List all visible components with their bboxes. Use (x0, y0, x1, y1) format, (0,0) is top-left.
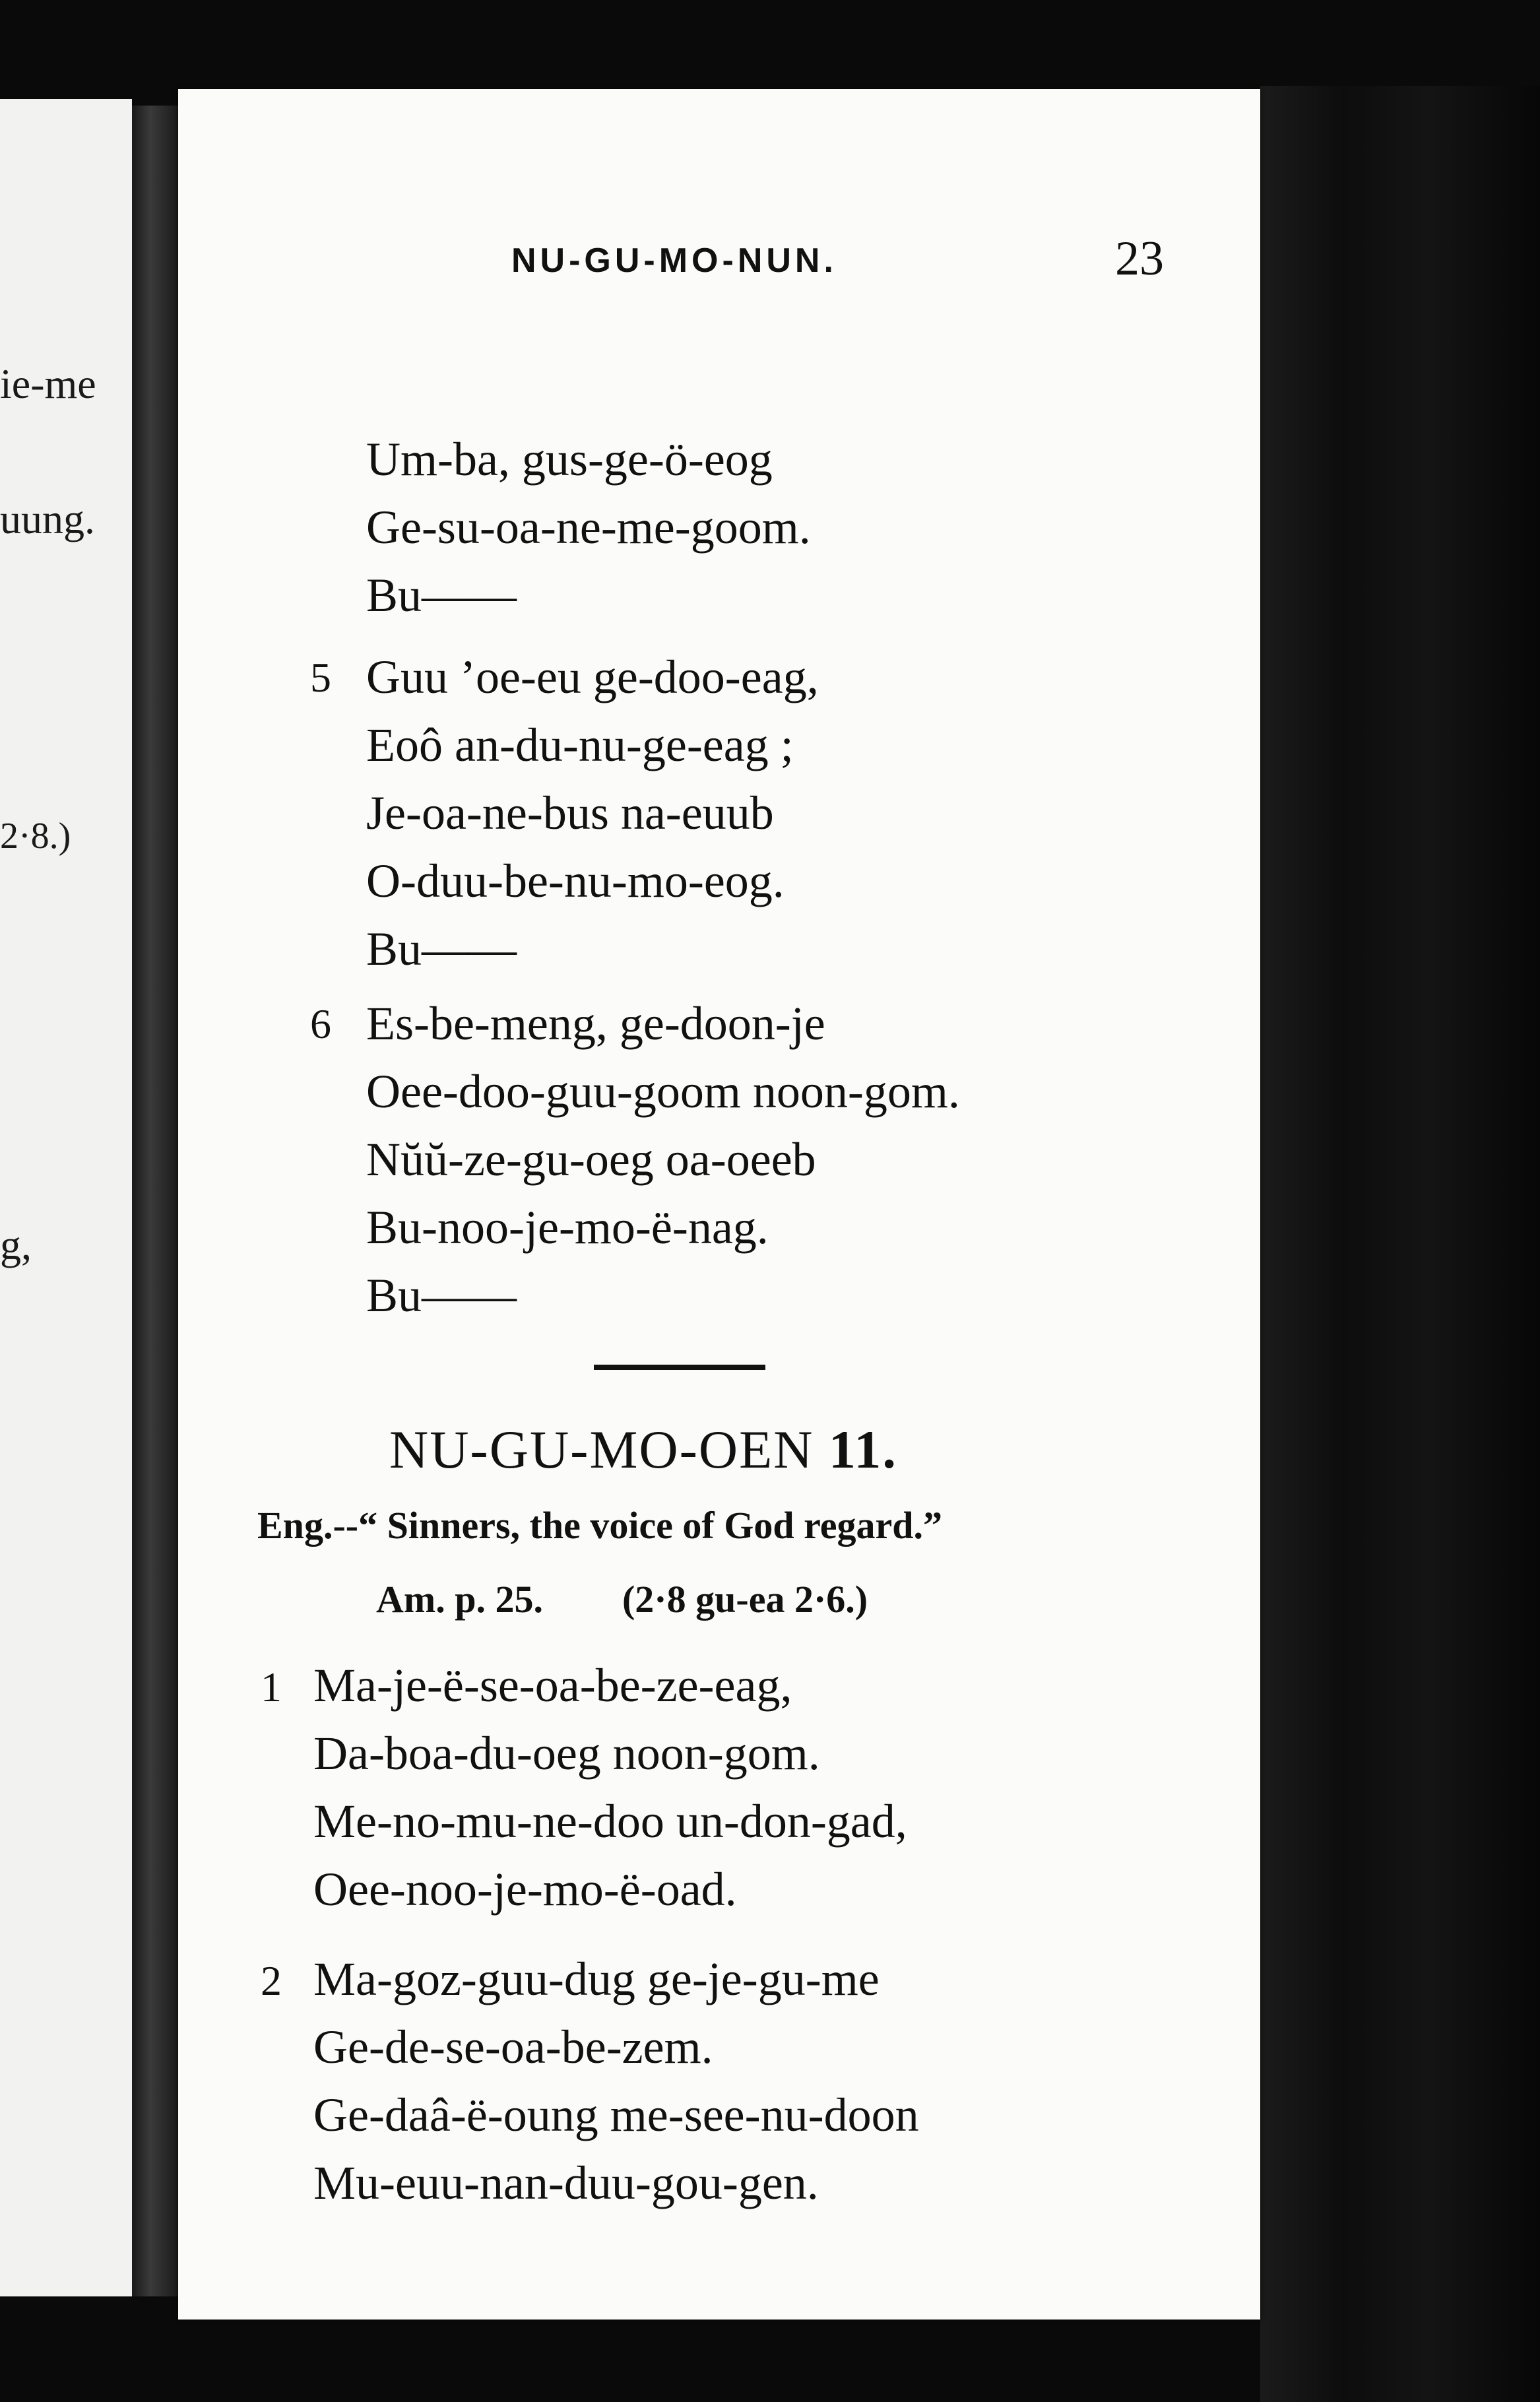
hymn-verse-1 (313, 1652, 907, 1924)
verse-line: Es-be-meng, ge-doon-je (366, 997, 825, 1050)
verse-line: Oee-doo-guu-goom noon-gom. (366, 1065, 960, 1118)
verse-line: Da-boa-du-oeg noon-gom. (313, 1727, 820, 1780)
hymn-number: 11. (828, 1419, 897, 1479)
running-head: NU-GU-MO-NUN. (511, 242, 837, 280)
verse-line: Bu—— (366, 569, 517, 622)
verse-line: Ma-goz-guu-dug ge-je-gu-me (313, 1953, 880, 2005)
verse-number: 5 (310, 654, 331, 701)
verse-line: Ma-je-ë-se-oa-be-ze-eag, (313, 1659, 792, 1712)
book-gutter (132, 106, 178, 2296)
hymn-title-text: NU-GU-MO-OEN (389, 1419, 814, 1479)
verse-6 (366, 990, 960, 1330)
verse-line: Mu-euu-nan-duu-gou-gen. (313, 2157, 819, 2209)
previous-page (0, 99, 132, 2296)
previous-page-fragment: g, (0, 1221, 32, 1268)
verse-line: Bu—— (366, 923, 517, 975)
verse-line: Oee-noo-je-mo-ë-oad. (313, 1863, 737, 1916)
verse-number: 6 (310, 1000, 331, 1047)
verse-line: Bu—— (366, 1269, 517, 1322)
previous-page-fragment: ie-me (0, 360, 96, 407)
continued-verse (366, 426, 811, 630)
verse-line: Um-ba, gus-ge-ö-eog (366, 433, 773, 486)
verse-line: O-duu-be-nu-mo-eog. (366, 855, 785, 907)
meter: (2·8 gu-ea 2·6.) (622, 1578, 868, 1621)
english-reference: Eng.--“ Sinners, the voice of God regard.” (257, 1504, 943, 1547)
hymn-verse-2 (313, 1945, 919, 2217)
hymn-title (389, 1419, 897, 1481)
verse-line: Ge-de-se-oa-be-zem. (313, 2021, 713, 2073)
verse-line: Me-no-mu-ne-doo un-don-gad, (313, 1795, 907, 1848)
verse-number: 2 (261, 1957, 282, 2004)
verse-line: Guu ’oe-eu ge-doo-eag, (366, 651, 819, 703)
page-number: 23 (1115, 232, 1164, 286)
verse-line: Ge-daâ-ë-oung me-see-nu-doon (313, 2089, 919, 2141)
verse-line: Je-oa-ne-bus na-euub (366, 787, 774, 839)
meter-line (376, 1577, 868, 1621)
verse-line: Ge-su-oa-ne-me-goom. (366, 501, 811, 554)
verse-line: Bu-noo-je-mo-ë-nag. (366, 1201, 769, 1254)
verse-5 (366, 643, 819, 983)
previous-page-fragment: 2·8.) (0, 816, 71, 857)
book-edge (1260, 86, 1540, 2402)
am-reference: Am. p. 25. (376, 1578, 543, 1621)
book-page (178, 89, 1260, 2320)
previous-page-fragment: uung. (0, 496, 95, 542)
verse-line: Eoô an-du-nu-ge-eag ; (366, 719, 794, 771)
verse-number: 1 (261, 1664, 282, 1710)
verse-line: Nŭŭ-ze-gu-oeg oa-oeeb (366, 1133, 816, 1186)
section-divider (594, 1365, 765, 1370)
